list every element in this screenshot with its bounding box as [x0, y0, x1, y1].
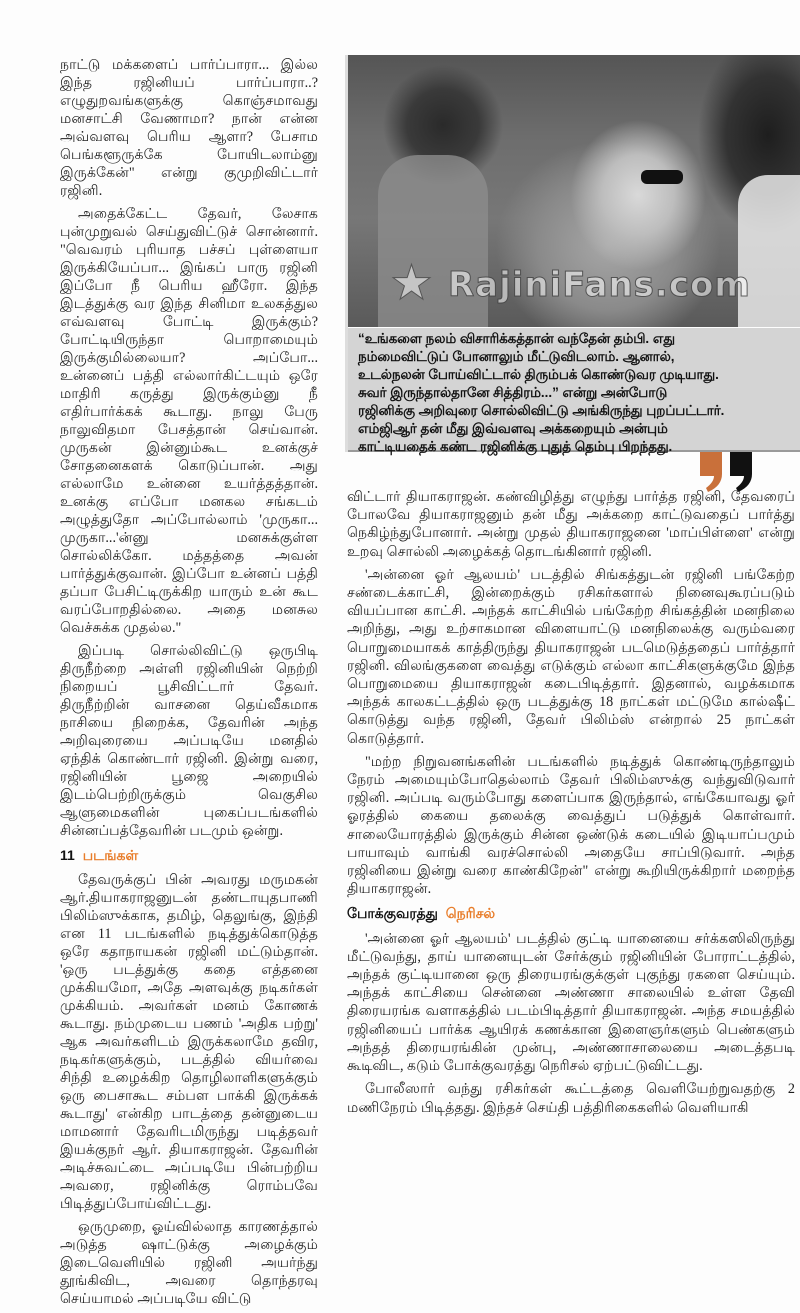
- watermark-text: RajiniFans.com: [448, 265, 751, 305]
- body-paragraph: தேவருக்குப் பின் அவரது மருமகன் ஆர்.தியாகராஜனுடன் தண்டாயுதபாணி பிலிம்ஸுக்காக, தமிழ், தெலுங்கு, இந்தி என 11 படங்களில் நடித்துக்கொடுத்த ஒரே கதாநாயகன் ரஜினி மட்டும்தான். 'ஒரு படத்துக்கு கதை எத்தனை முக்கியமோ, அதே அளவுக்கு நடிகர்கள் முக்கியம். அவர்கள் மனம் கோணக் கூடாது. நம்முடைய பணம் 'அதிக பற்று' ஆக அவர்களிடம் இருக்கலாமே தவிர, நடிகர்களுக்கும், படத்தில் வியர்வை சிந்தி உழைக்கிற தொழிலாளிகளுக்கும் ஒரு பைசாகூட சம்பள பாக்கி இருக்கக் கூடாது' என்கிற பாடத்தை தன்னுடைய மாமனார் தேவரிடமிருந்து படித்தவர் இயக்குநர் ஆர். தியாகராஜன். தேவரின் அடிச்சுவட்டை அப்படியே பின்பற்றிய அவரை, ரஜினிக்கு ரொம்பவே பிடித்துப்போய்விட்டது.: [60, 872, 318, 1212]
- body-paragraph: "மற்ற நிறுவனங்களின் படங்களில் நடித்துக் கொண்டிருந்தாலும் நேரம் அமையும்போதெல்லாம் தேவர் பிலிம்ஸுக்கு வந்துவிடுவார் ரஜினி. அப்படி வரும்போது களைப்பாக இருந்தால், எங்கேயாவது ஓர் ஓரத்தில் கையை தலைக்கு வைத்துப் படுத்துக் கொள்வார். சாலையோரத்தில் இருக்கும் சின்ன ஒண்டுக் கடையில் இடியாப்பமும் பாயாவும் வாங்கி வரச்சொல்லி அதையே சாப்பிடுவார். அந்த ரஜினியை இன்று வரை காண்கிறேன்" என்று கூறியிருக்கிறார் மறைந்த தியாகராஜன்.: [347, 753, 795, 898]
- subheading-text: படங்கள்: [82, 847, 139, 863]
- right-column: [347, 488, 795, 1122]
- photo-sunglasses: [641, 170, 683, 184]
- body-paragraph: 'அன்னை ஓர் ஆலயம்' படத்தில் சிங்கத்துடன் ரஜினி பங்கேற்ற சண்டைக்காட்சி, இன்றைக்கும் ரசிகர்களால் நினைவுகூரப்படும் வியப்பான காட்சி. அந்தக் காட்சியில் பங்கேற்ற சிங்கத்தின் மனநிலை அறிந்து, அது உற்சாகமான விளையாட்டு மனநிலைக்கு வரும்வரை பொறுமையாகக் காத்திருந்து தியாகராஜன் படமெடுத்ததைப் பார்த்தார் ரஜினி. விலங்குகளை வைத்து எடுக்கும் எல்லா காட்சிகளுக்குமே இந்த பொறுமையை தியாகராஜன் கடைபிடித்தார். இதனால், வழக்கமாக அந்தக் காலகட்டத்தில் ஒரு படத்துக்கு 18 நாட்கள் மட்டுமே கால்ஷீட் கொடுத்து வந்த ரஜினி, தேவர் பிலிம்ஸ் என்றால் 25 நாட்கள் கொடுத்தார்.: [347, 566, 795, 747]
- body-paragraph: விட்டார் தியாகராஜன். கண்விழித்து எழுந்து பார்த்த ரஜினி, தேவரைப் போலவே தியாகராஜனும் தன் மீது அக்கறை காட்டுவதைப் பார்த்து நெகிழ்ந்துபோனார். அன்று முதல் தியாகராஜனை 'மாப்பிள்ளை' என்று உறவு சொல்லி அழைக்கத் தொடங்கினார் ரஜினி.: [347, 489, 795, 560]
- section-subheading: [347, 904, 795, 922]
- body-paragraph: 'அன்னை ஓர் ஆலயம்' படத்தில் குட்டி யானையை சர்க்கஸிலிருந்து மீட்டுவந்து, தாய் யானையுடன் சேர்க்கும் ரஜினியின் போராட்டத்தில், அந்தக் குட்டியானை ஒரு திரையரங்குக்குள் புகுந்து ரகளை செய்யும். அந்தக் காட்சியை சென்னை அண்ணா சாலையில் உள்ள தேவி திரையரங்க வளாகத்தில் படம்பிடித்தார் தியாகராஜன். அந்த சமயத்தில் ரஜினியைப் பார்க்க ஆயிரக் கணக்கான இளைஞர்களும் பெண்களும் அந்தத் திரையரங்கின் முன்பு, அண்ணாசாலையை அடைத்தபடி கூடிவிட, கடும் போக்குவரத்து நெரிசல் ஏற்பட்டுவிட்டது.: [347, 930, 795, 1075]
- body-paragraph: ஒருமுறை, ஓய்வில்லாத காரணத்தால் அடுத்த ஷாட்டுக்கு அழைக்கும் இடைவெளியில் ரஜினி அயர்ந்து தூங்கிவிட, அவரை தொந்தரவு செய்யாமல் அப்படியே விட்டு: [60, 1219, 318, 1307]
- quote-mark-black-icon: [730, 452, 754, 492]
- body-paragraph: நாட்டு மக்களைப் பார்ப்பாரா... இல்ல இந்த ரஜினியப் பார்ப்பாரா..? எழுதுறவங்களுக்கு கொஞ்சமாவது மனசாட்சி வேணாமா? நான் என்ன அவ்வளவு பெரிய ஆளா? பேசாம பெங்களூருக்கே போயிடலாம்னு இருக்கேன்" என்று குமுறிவிட்டார் ரஜினி.: [60, 57, 318, 199]
- body-paragraph: போலீஸார் வந்து ரசிகர்கள் கூட்டத்தை வெளியேற்றுவதற்கு 2 மணிநேரம் பிடித்தது. இந்தச் செய்தி பத்திரிகைகளில் வெளியாகி: [347, 1081, 795, 1116]
- caption-line: “உங்களை நலம் விசாரிக்கத்தான் வந்தேன் தம்பி. எது: [358, 331, 675, 346]
- caption-line: நம்மைவிட்டுப் போனாலும் மீட்டுவிடலாம். ஆனால்,: [358, 349, 675, 364]
- star-icon: ★: [390, 257, 434, 310]
- caption-line: எம்ஜிஆர் தன் மீது இவ்வளவு அக்கறையும் அன்பும்: [358, 421, 668, 436]
- subheading-number: 11: [60, 847, 75, 863]
- subheading-text-accent: நெரிசல்: [445, 905, 496, 922]
- quote-mark-orange-icon: [700, 452, 724, 492]
- body-paragraph: இப்படி சொல்லிவிட்டு ஒருபிடி திருநீற்றை அள்ளி ரஜினியின் நெற்றி நிறையப் பூசிவிட்டார் தேவர். திருநீற்றின் வாசனை தெய்வீகமாக நாசியை நிறைக்க, தேவரின் அந்த அறிவுரையை அப்படியே மனதில் ஏந்திக் கொண்டார் ரஜினி. இன்று வரை, ரஜினியின் பூஜை அறையில் இடம்பெற்றிருக்கும் வெகுசில ஆளுமைகளின் புகைப்படங்களில் சின்னப்பத்தேவரின் படமும் ஒன்று.: [60, 643, 318, 839]
- caption-line: ரஜினிக்கு அறிவுரை சொல்லிவிட்டு அங்கிருந்து புறப்பட்டார்.: [358, 403, 725, 418]
- caption-line: சுவர் இருந்தால்தானே சித்திரம்...” என்று அன்போடு: [358, 385, 668, 400]
- body-paragraph: அதைக்கேட்ட தேவர், லேசாக புன்முறுவல் செய்துவிட்டுச் சொன்னார். "வெவரம் புரியாத பச்சப் புள்ளையா இருக்கியேப்பா... இங்கப் பாரு ரஜினி இப்போ நீ பெரிய ஹீரோ. இந்த இடத்துக்கு வர இந்த சினிமா உலகத்துல எவ்வளவு போட்டி இருக்கும்? போட்டியிருந்தா பொறாமையும் இருக்குமில்லையா? அப்போ... உன்னைப் பத்தி எல்லார்கிட்டயும் ஒரே மாதிரி கருத்து இருக்கும்னு நீ எதிர்பார்க்கக் கூடாது. நாலு பேரு நாலுவிதமா பேசத்தான் செய்வான். முருகன் இன்னும்கூட உனக்குச் சோதனைகளக் கொடுப்பான். அது எல்லாமே உன்னை உயர்த்தத்தான். உனக்கு எப்போ மனகல சங்கடம் அழுத்துதோ அப்போல்லாம் 'முருகா... முருகா...'ன்னு மனசுக்குள்ள சொல்லிக்கோ. மத்தத்தை அவன் பார்த்துக்குவான். இப்போ உன்னப் பத்தி தப்பா பேசிட்டிருக்கிற யாரும் உன் கூட வரப்போறதில்லை. அதை மனசுல வெச்சுக்க முதல்ல.": [60, 206, 318, 636]
- photo-caption: [348, 328, 800, 452]
- section-subheading: [60, 846, 318, 864]
- caption-line: உடல்நலன் போய்விட்டால் திரும்பக் கொண்டுவர முடியாது.: [358, 367, 719, 382]
- left-column: [60, 56, 318, 1313]
- subheading-text-dark: போக்குவரத்து: [347, 905, 438, 922]
- caption-line: காட்டியதைக் கண்ட ரஜினிக்கு புதுத் தெம்பு பிறந்தது.: [358, 439, 673, 454]
- article-photo: [348, 55, 800, 327]
